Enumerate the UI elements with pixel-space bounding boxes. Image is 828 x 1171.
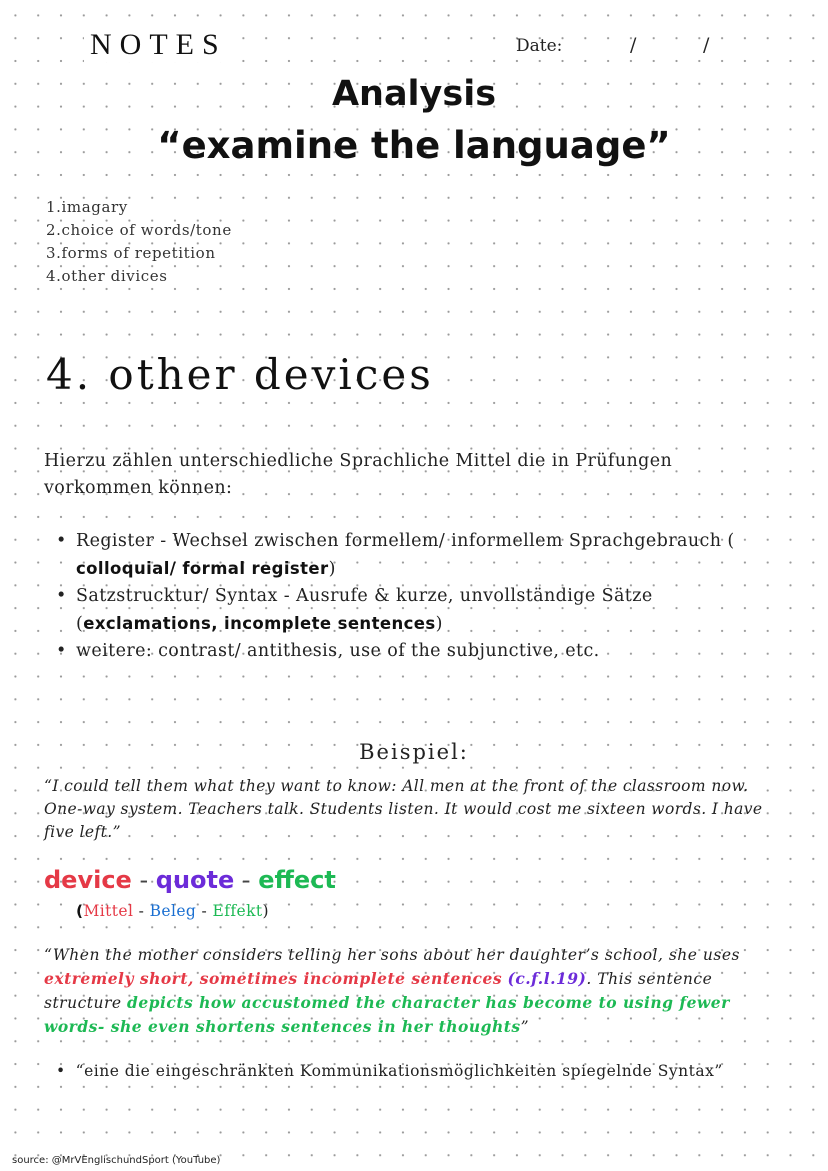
- toc-item: 2.choice of words/tone: [46, 221, 232, 239]
- toc-item: 1.imagary: [46, 198, 128, 216]
- toc-item: 3.forms of repetition: [46, 244, 216, 262]
- date-slash: /: [630, 34, 637, 56]
- date-slash: /: [703, 34, 710, 56]
- list-item: • Register - Wechsel zwischen formellem/ informellem Sprachgebrauch ( colloquial/ formal register): [56, 528, 796, 583]
- example-quote: “I could tell them what they want to know: All men at the front of the classroom now. One-way system. Teachers talk. Students listen. It would cost me sixteen words. I have five left.”: [44, 777, 763, 841]
- date-label: Date:: [516, 36, 563, 56]
- device-list: [56, 528, 796, 665]
- notes-title: NOTES: [84, 28, 233, 62]
- list-item: • Satzstrucktur/ Syntax - Ausrufe & kurze, unvollständige Sätze (exclamations, incomplete sentences): [56, 583, 796, 638]
- device-label: device: [44, 866, 132, 894]
- analysis-paragraph: “When the mother considers telling her sons about her daughter’s school, she uses extremely short, sometimes incomplete sentences (c.f.l.19). This sentence structure depicts how accustomed the character has become to using fewer words- she even shortens sentences in her thoughts”: [44, 946, 740, 1036]
- device-quote-effect: device - quote - effect: [44, 866, 336, 894]
- example-heading: Beispiel:: [359, 740, 469, 764]
- list-item: • weitere: contrast/ antithesis, use of the subjunctive, etc.: [56, 638, 796, 665]
- table-of-contents: [46, 196, 232, 288]
- source-credit: source: @MrVEnglischundSport (YouTube): [12, 1155, 221, 1166]
- intro-paragraph: Hierzu zählen unterschiedliche Sprachliche Mittel die in Prüfungen vorkommen können:: [44, 451, 673, 498]
- quote-label: quote: [155, 866, 235, 894]
- section-heading: 4. other devices: [46, 350, 434, 399]
- page-title: Analysis: [331, 74, 497, 114]
- german-terms: (Mittel - Beleg - Effekt): [76, 902, 269, 920]
- german-phrase-item: • “eine die eingeschränkten Kommunikationsmöglichkeiten spiegelnde Syntax”: [56, 1062, 723, 1080]
- effect-label: effect: [258, 866, 336, 894]
- page-subtitle: “examine the language”: [157, 124, 671, 167]
- toc-item: 4.other divices: [46, 267, 168, 285]
